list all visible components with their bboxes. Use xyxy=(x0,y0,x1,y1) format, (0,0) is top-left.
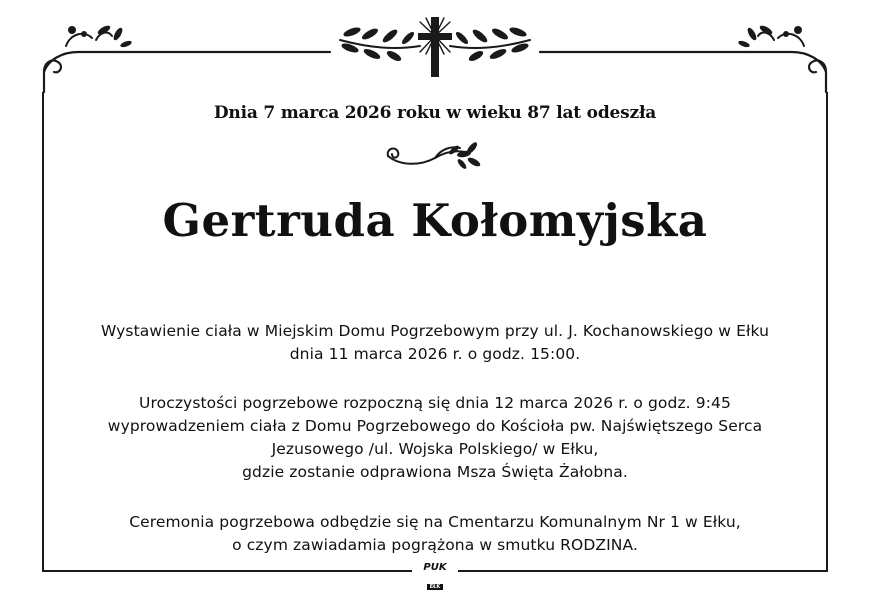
burial-paragraph xyxy=(0,511,870,557)
text-line: Ceremonia pogrzebowa odbędzie się na Cmentarzu Komunalnym Nr 1 w Ełku, xyxy=(129,513,741,531)
ceremony-paragraph xyxy=(0,392,870,484)
deceased-name: Gertruda Kołomyjska xyxy=(162,194,708,247)
right-laurel-icon xyxy=(450,26,530,63)
text-line: Wystawienie ciała w Miejskim Domu Pogrzebowym przy ul. J. Kochanowskiego w Ełku xyxy=(100,322,769,340)
logo-bottom-text: EŁK xyxy=(427,584,444,590)
cross-icon xyxy=(418,17,452,77)
viewing-paragraph xyxy=(0,320,870,366)
text-line: dnia 11 marca 2026 r. o godz. 15:00. xyxy=(289,345,581,363)
right-corner-flourish-icon xyxy=(738,24,826,92)
death-announcement-headline: Dnia 7 marca 2026 roku w wieku 87 lat odeszła xyxy=(213,103,657,123)
top-ornament xyxy=(0,0,870,95)
flourish-divider-icon xyxy=(380,138,490,174)
left-corner-flourish-icon xyxy=(44,24,132,92)
puk-logo xyxy=(414,563,456,592)
frame-bottom-border-left xyxy=(42,570,412,572)
text-line: wyprowadzeniem ciała z Domu Pogrzebowego do Kościoła pw. Najświętszego Serca xyxy=(107,417,763,435)
left-laurel-icon xyxy=(340,26,420,63)
frame-bottom-border-right xyxy=(458,570,828,572)
text-line: Jezusowego /ul. Wojska Polskiego/ w Ełku, xyxy=(271,440,599,458)
text-line: Uroczystości pogrzebowe rozpoczną się dnia 12 marca 2026 r. o godz. 9:45 xyxy=(139,394,731,412)
logo-top-text: PUK xyxy=(423,562,447,573)
text-line: o czym zawiadamia pogrążona w smutku RODZINA. xyxy=(232,536,638,554)
text-line: gdzie zostanie odprawiona Msza Święta Żałobna. xyxy=(242,463,628,481)
